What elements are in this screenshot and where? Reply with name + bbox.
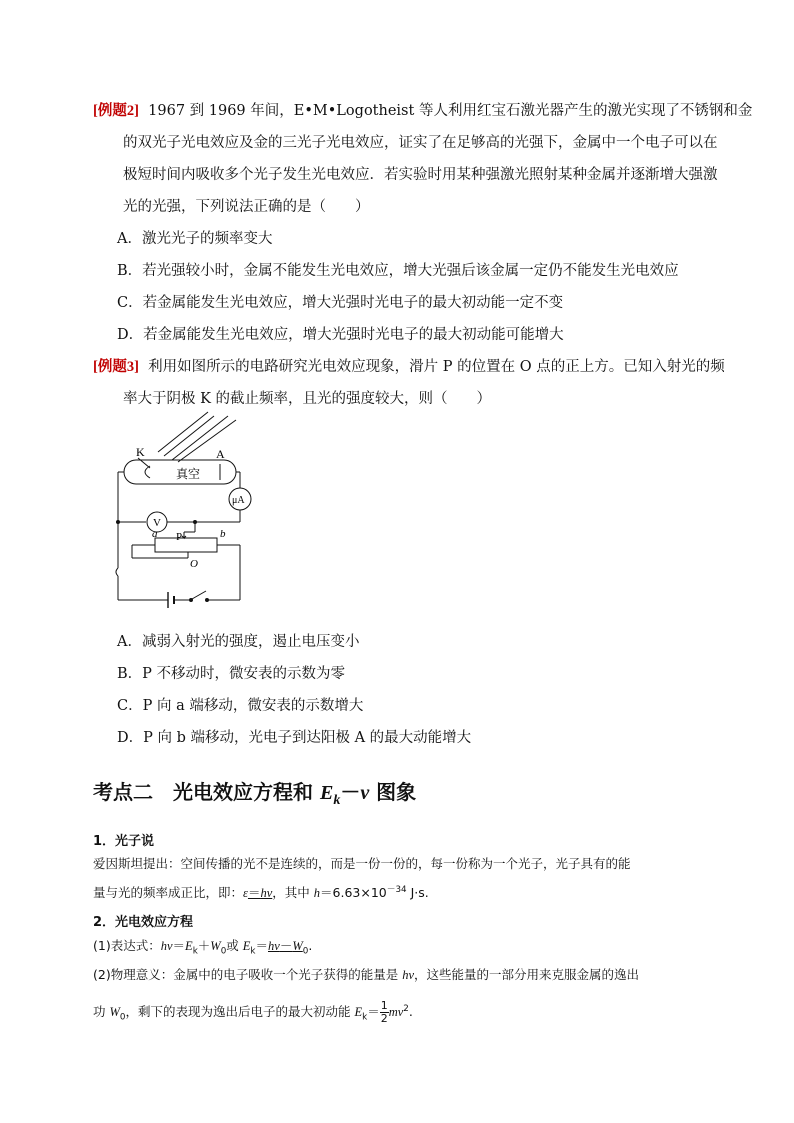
subsection-1-paragraph-line-2: 量与光的频率成正比，即：ε＝hν，其中 $h=6.63\times 10^{-34}$ J·s.: [93, 885, 429, 901]
example-3-option-b: B．P 不移动时，微安表的示数为零: [117, 666, 346, 682]
label-k: K: [136, 445, 145, 459]
example-3-line-1: [例题3] 利用如图所示的电路研究光电效应现象，滑片 P 的位置在 O 点的正上方。已知入射光的频: [93, 359, 725, 375]
label-microammeter: μA: [232, 495, 245, 506]
example-2-line-4: 光的光强，下列说法正确的是（ ）: [123, 199, 370, 215]
photoelectric-circuit-figure: [110, 410, 260, 610]
label-a-end: a: [152, 528, 158, 540]
example-3-line-2: 率大于阴极 K 的截止频率，且光的强度较大，则（ ）: [123, 391, 492, 407]
example-3-option-a: A．减弱入射光的强度，遏止电压变小: [117, 634, 360, 650]
example-2-line-1: [例题2] 1967 到 1969 年间，E•M•Logotheist 等人利用红宝石激光器产生的激光实现了不锈钢和金: [93, 103, 753, 119]
section-heading: 考点二 光电效应方程和 $E_k-\nu$ 图象: [93, 780, 417, 808]
example-2-line-2: 的双光子光电效应及金的三光子光电效应，证实了在足够高的光强下，金属中一个电子可以在: [123, 135, 718, 151]
formula-expression-line: (1)表达式：$h\nu=E_k+W_0$或 $E_k=h\nu-W_0$.: [93, 938, 313, 957]
subsection-1-paragraph-line-1: 爱因斯坦提出：空间传播的光不是连续的，而是一份一份的，每一份称为一个光子，光子具有的能: [93, 856, 631, 871]
label-p: P: [176, 531, 183, 543]
example-3-option-c: C．P 向 a 端移动，微安表的示数增大: [117, 698, 364, 714]
label-voltmeter: V: [153, 517, 161, 529]
example-2-tag: [例题2]: [93, 103, 139, 119]
example-3-option-d: D．P 向 b 端移动，光电子到达阳极 A 的最大动能增大: [117, 730, 472, 746]
physical-meaning-line-2: 功 $W_0$，剩下的表现为逸出后电子的最大初动能 $E_k=$ $\frac{1}{2}$ $mv^2$.: [93, 999, 413, 1026]
light-beam-2: [164, 416, 214, 456]
label-a: A: [216, 447, 225, 461]
physical-meaning-line-1: (2)物理意义：金属中的电子吸收一个光子获得的能量是 hν，这些能量的一部分用来克服金属的逸出: [93, 967, 640, 982]
label-o: O: [190, 558, 198, 570]
subsection-2-heading: 2．光电效应方程: [93, 915, 194, 930]
rheostat: [155, 538, 217, 552]
example-2-option-d: D．若金属能发生光电效应，增大光强时光电子的最大初动能可能增大: [117, 327, 564, 343]
fraction-one-half: $\frac{1}{2}$: [380, 999, 388, 1026]
light-beam-4: [178, 420, 236, 462]
label-b-end: b: [220, 528, 226, 540]
label-vacuum: 真空: [176, 467, 201, 481]
example-2-option-c: C．若金属能发生光电效应，增大光强时光电子的最大初动能一定不变: [117, 295, 564, 311]
example-2-line-3: 极短时间内吸收多个光子发生光电效应．若实验时用某种强激光照射某种金属并逐渐增大强激: [123, 167, 718, 183]
subsection-1-heading: 1．光子说: [93, 834, 155, 849]
example-2-option-a: A．激光光子的频率变大: [117, 231, 273, 247]
switch: [192, 591, 206, 599]
example-2-option-b: B．若光强较小时，金属不能发生光电效应，增大光强后该金属一定仍不能发生光电效应: [117, 263, 679, 279]
example-3-tag: [例题3]: [93, 359, 139, 375]
